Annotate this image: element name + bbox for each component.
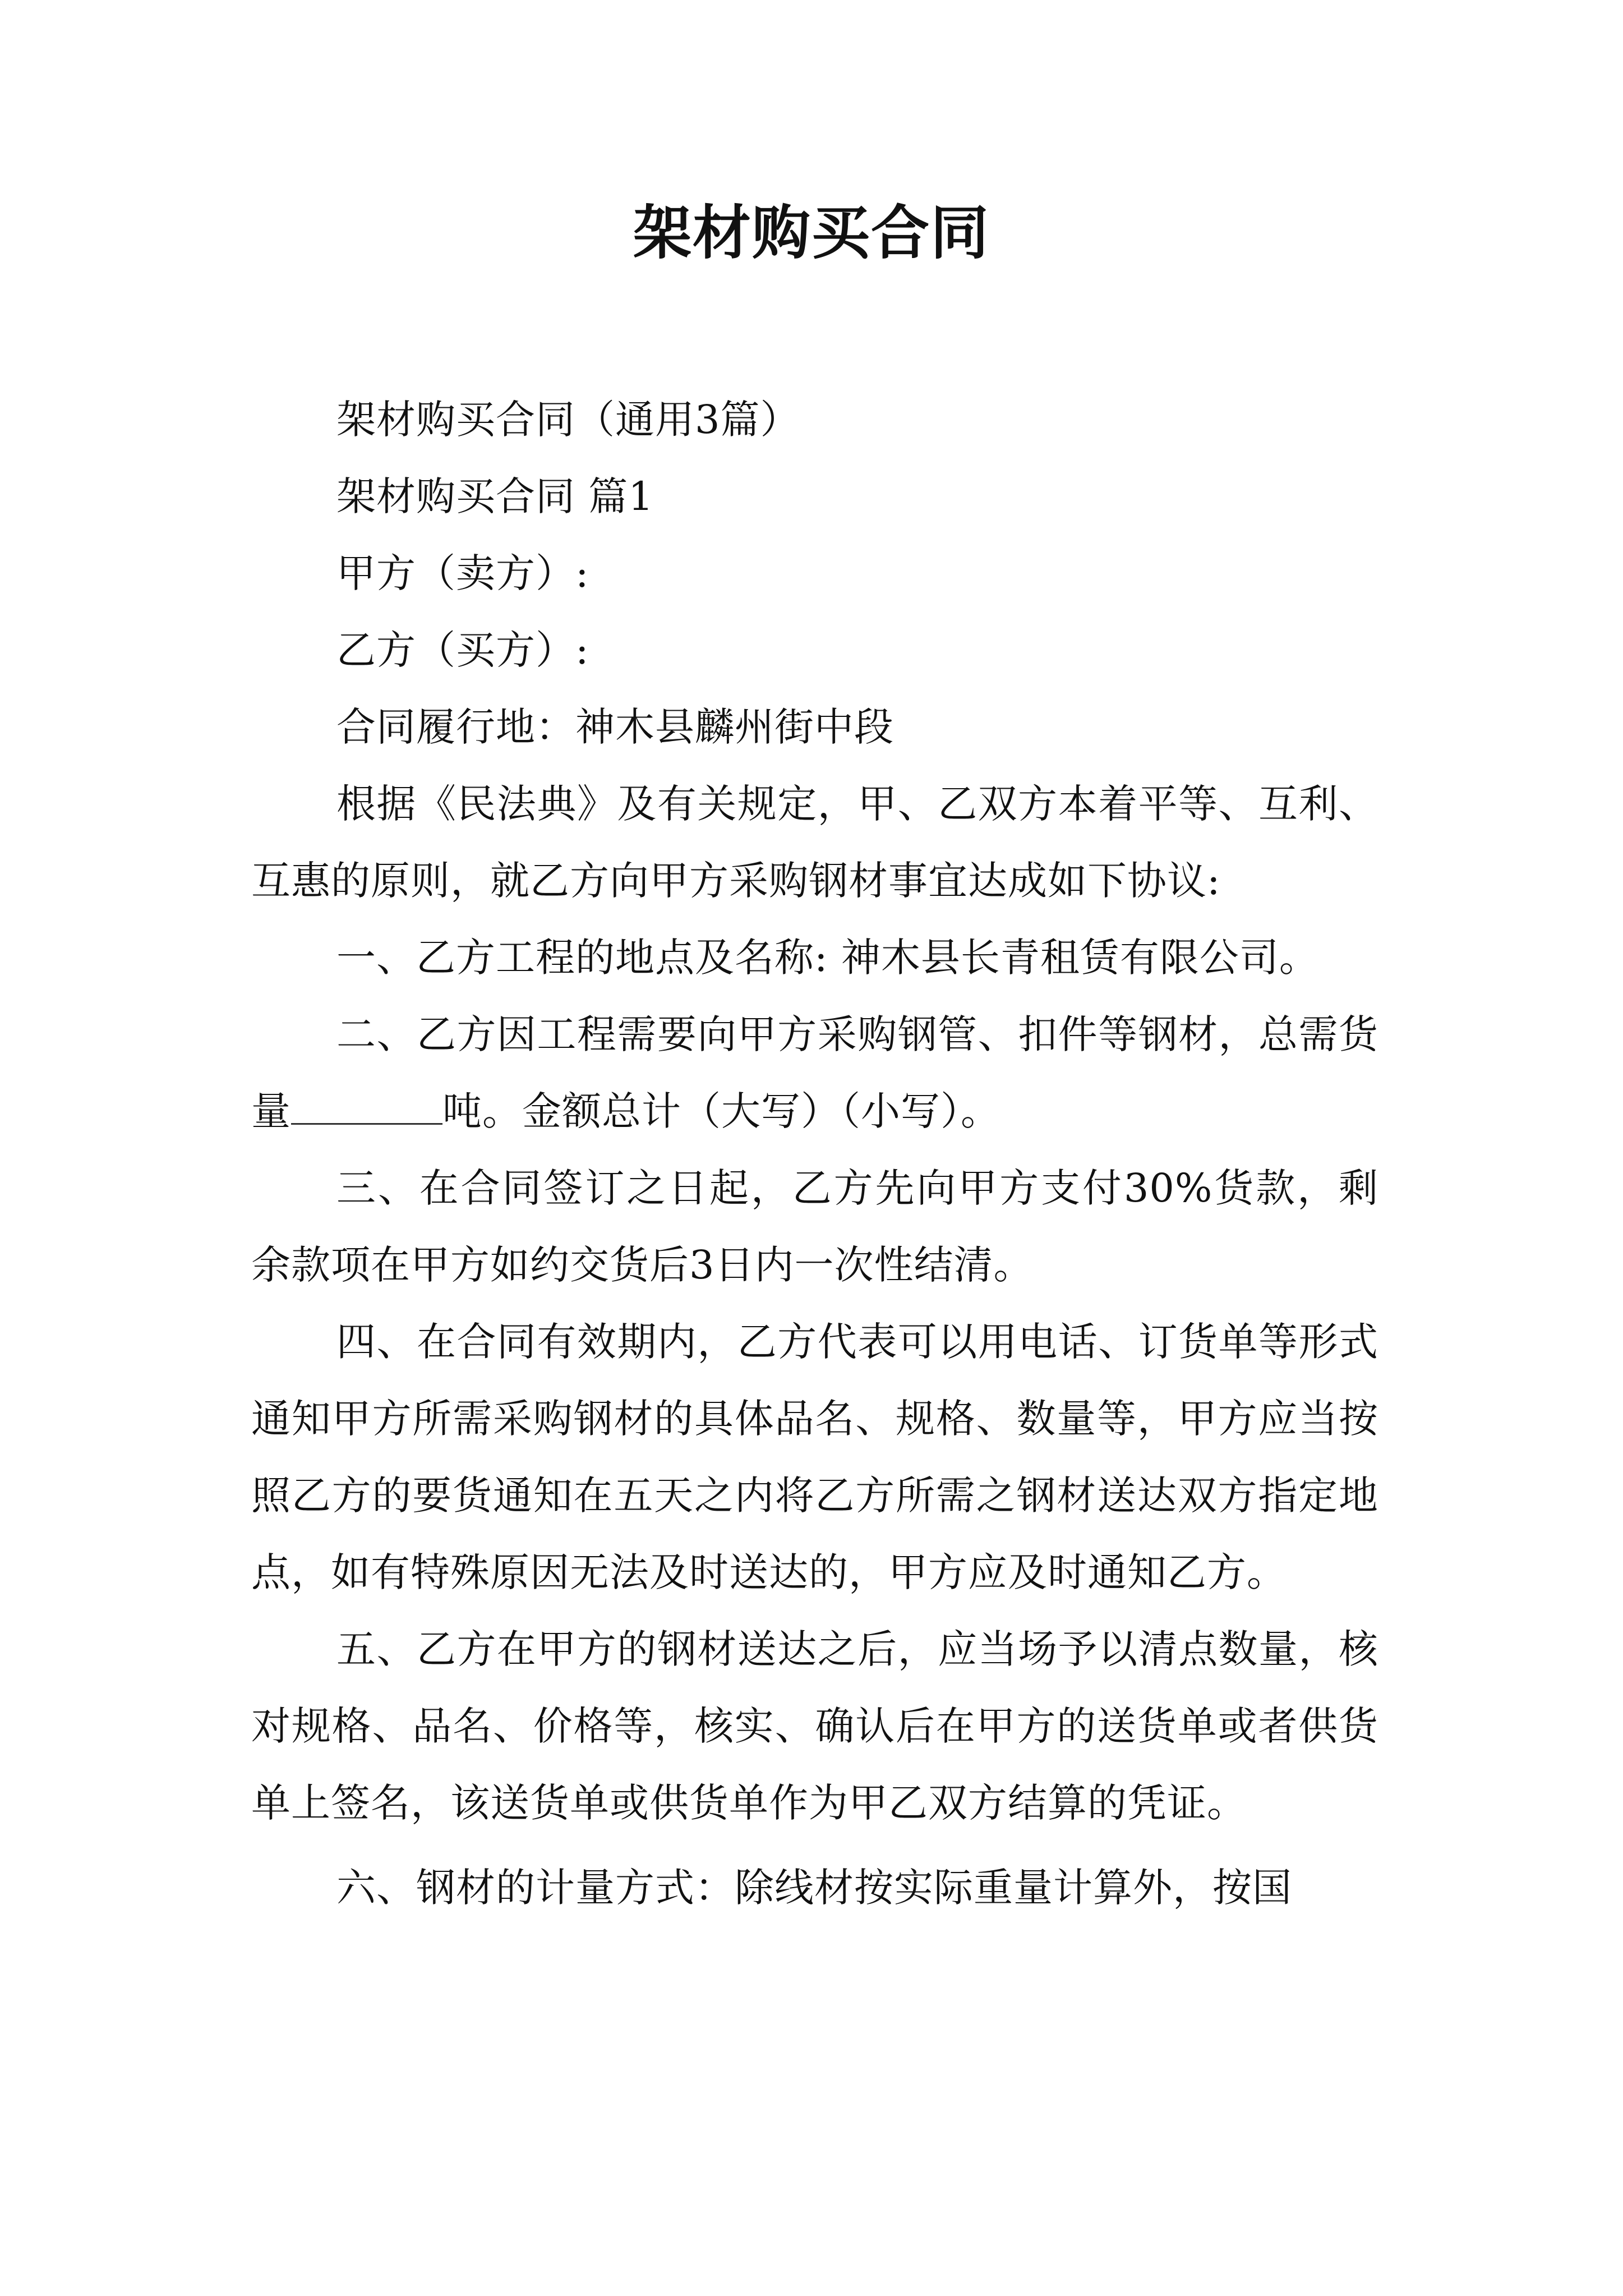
clause-3-paragraph: 三、在合同签订之日起，乙方先向甲方支付30%货款，剩余款项在甲方如约交货后3日内一次性结清。	[251, 1165, 1378, 1288]
clause-6-paragraph: 六、钢材的计量方式：除线材按实际重量计算外，按国	[336, 1865, 1292, 1911]
document-body	[251, 381, 1378, 1926]
clause-5-paragraph: 五、乙方在甲方的钢材送达之后，应当场予以清点数量，核对规格、品名、价格等，核实、确认后在甲方的送货单或者供货单上签名，该送货单或供货单作为甲乙双方结算的凭证。	[251, 1626, 1378, 1826]
party-a-paragraph: 甲方（卖方）:	[336, 550, 589, 596]
section-heading-paragraph: 架材购买合同 篇1	[336, 473, 654, 519]
clause-2-text-before: 二、乙方因工程需要向甲方采购钢管、扣件等钢材，总需货量	[251, 1011, 1378, 1134]
clause-1-paragraph: 一、乙方工程的地点及名称: 神木县长青租赁有限公司。	[336, 935, 1319, 981]
party-b-paragraph: 乙方（买方）:	[336, 627, 589, 673]
quantity-blank-line	[291, 1091, 442, 1125]
clause-4-paragraph: 四、在合同有效期内，乙方代表可以用电话、订货单等形式通知甲方所需采购钢材的具体品名、规格、数量等，甲方应当按照乙方的要货通知在五天之内将乙方所需之钢材送达双方指定地点，如有特殊原因无法及时送达的，甲方应及时通知乙方。	[251, 1319, 1378, 1595]
clause-2-paragraph	[251, 996, 1378, 1150]
document-title: 架材购买合同	[633, 198, 990, 267]
preamble-paragraph: 根据《民法典》及有关规定，甲、乙双方本着平等、互利、互惠的原则，就乙方向甲方采购钢材事宜达成如下协议:	[251, 781, 1378, 904]
location-paragraph: 合同履行地：神木县麟州街中段	[336, 704, 894, 750]
subtitle-paragraph: 架材购买合同（通用3篇）	[336, 397, 800, 443]
clause-2-text-after: 吨。金额总计（大写）（小写）。	[442, 1088, 1000, 1134]
